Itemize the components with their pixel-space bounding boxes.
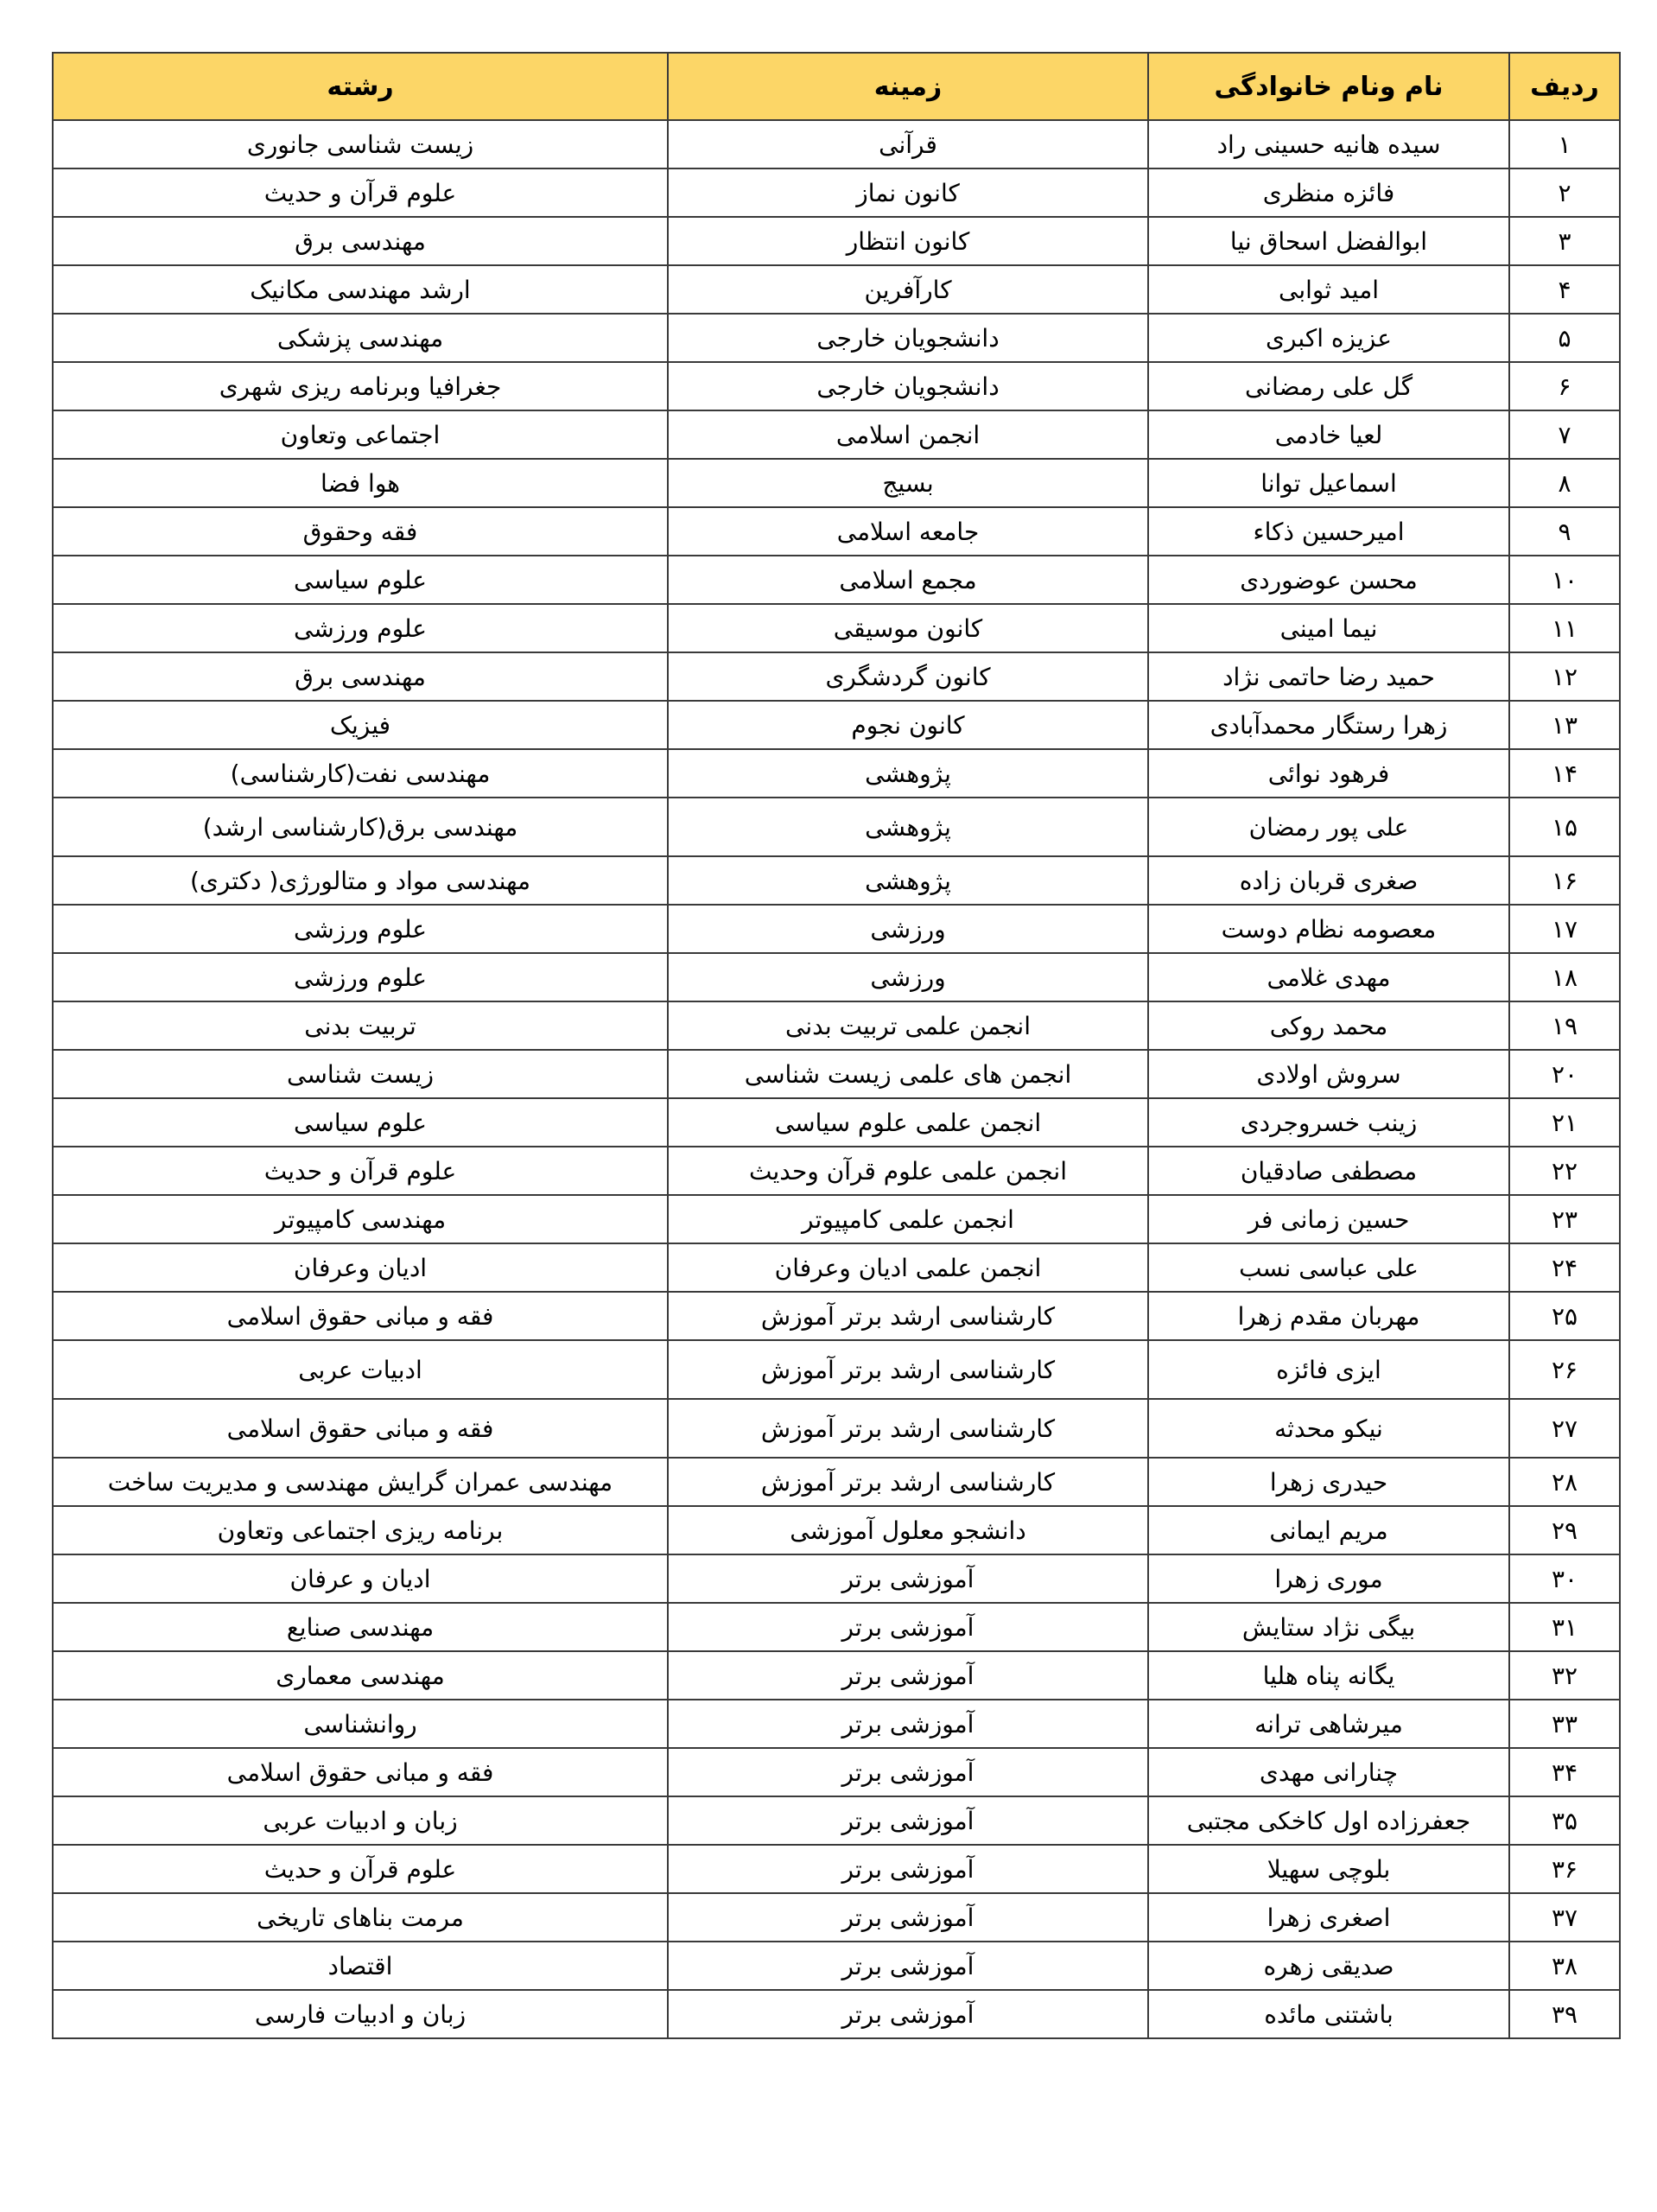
cell-major: مهندسی برق [53, 652, 668, 701]
cell-major: مهندسی معماری [53, 1651, 668, 1700]
table-row [53, 1942, 1620, 1990]
cell-major: علوم قرآن و حدیث [53, 168, 668, 217]
cell-name: مهدی غلامی [1148, 953, 1509, 1001]
cell-field: آموزشی برتر [668, 1893, 1148, 1942]
table-row [53, 1147, 1620, 1195]
cell-field: آموزشی برتر [668, 1651, 1148, 1700]
table-row [53, 1098, 1620, 1147]
cell-major: زبان و ادبیات فارسی [53, 1990, 668, 2038]
cell-index: ۱۶ [1509, 856, 1620, 905]
cell-index: ۲۵ [1509, 1292, 1620, 1340]
table-row [53, 749, 1620, 798]
cell-field: بسیج [668, 459, 1148, 507]
cell-name: زینب خسروجردی [1148, 1098, 1509, 1147]
cell-name: میرشاهی ترانه [1148, 1700, 1509, 1748]
cell-major: زبان و ادبیات عربی [53, 1796, 668, 1845]
cell-field: کارشناسی ارشد برتر آموزش [668, 1340, 1148, 1399]
cell-index: ۱۹ [1509, 1001, 1620, 1050]
table-row [53, 905, 1620, 953]
cell-name: ایزی فائزه [1148, 1340, 1509, 1399]
cell-field: کارآفرین [668, 265, 1148, 314]
cell-index: ۳۵ [1509, 1796, 1620, 1845]
cell-name: مصطفی صادقیان [1148, 1147, 1509, 1195]
cell-major: علوم سیاسی [53, 556, 668, 604]
cell-major: اجتماعی وتعاون [53, 410, 668, 459]
cell-index: ۲۸ [1509, 1458, 1620, 1506]
cell-index: ۳۰ [1509, 1554, 1620, 1603]
cell-name: لعیا خادمی [1148, 410, 1509, 459]
cell-field: دانشجویان خارجی [668, 362, 1148, 410]
cell-major: علوم سیاسی [53, 1098, 668, 1147]
cell-major: زیست شناسی جانوری [53, 120, 668, 168]
cell-index: ۳ [1509, 217, 1620, 265]
cell-major: ادیان وعرفان [53, 1243, 668, 1292]
cell-index: ۲۹ [1509, 1506, 1620, 1554]
cell-index: ۳۳ [1509, 1700, 1620, 1748]
cell-index: ۲۱ [1509, 1098, 1620, 1147]
cell-field: کانون موسیقی [668, 604, 1148, 652]
cell-major: روانشناسی [53, 1700, 668, 1748]
cell-field: پژوهشی [668, 856, 1148, 905]
cell-name: حیدری زهرا [1148, 1458, 1509, 1506]
cell-name: نیکو محدثه [1148, 1399, 1509, 1458]
cell-major: علوم قرآن و حدیث [53, 1845, 668, 1893]
cell-index: ۳۱ [1509, 1603, 1620, 1651]
cell-major: اقتصاد [53, 1942, 668, 1990]
cell-major: فقه و مبانی حقوق اسلامی [53, 1292, 668, 1340]
cell-index: ۱۵ [1509, 798, 1620, 856]
cell-index: ۸ [1509, 459, 1620, 507]
cell-field: کارشناسی ارشد برتر آموزش [668, 1458, 1148, 1506]
cell-major: فیزیک [53, 701, 668, 749]
cell-field: کانون نماز [668, 168, 1148, 217]
table-row [53, 1195, 1620, 1243]
cell-field: انجمن علمی علوم سیاسی [668, 1098, 1148, 1147]
cell-major: مهندسی پزشکی [53, 314, 668, 362]
cell-major: مهندسی کامپیوتر [53, 1195, 668, 1243]
table-row [53, 652, 1620, 701]
cell-field: ورزشی [668, 953, 1148, 1001]
cell-name: علی پور رمضان [1148, 798, 1509, 856]
cell-name: چنارانی مهدی [1148, 1748, 1509, 1796]
cell-major: مهندسی نفت(کارشناسی) [53, 749, 668, 798]
cell-field: دانشجو معلول آموزشی [668, 1506, 1148, 1554]
cell-field: کانون نجوم [668, 701, 1148, 749]
cell-index: ۹ [1509, 507, 1620, 556]
cell-field: آموزشی برتر [668, 1796, 1148, 1845]
cell-name: محسن عوضوردی [1148, 556, 1509, 604]
cell-name: اسماعیل توانا [1148, 459, 1509, 507]
table-row [53, 410, 1620, 459]
cell-name: امید ثوابی [1148, 265, 1509, 314]
cell-field: انجمن علمی تربیت بدنی [668, 1001, 1148, 1050]
table-row [53, 168, 1620, 217]
cell-field: پژوهشی [668, 749, 1148, 798]
cell-field: انجمن اسلامی [668, 410, 1148, 459]
table-body [53, 120, 1620, 2038]
cell-field: جامعه اسلامی [668, 507, 1148, 556]
cell-field: ورزشی [668, 905, 1148, 953]
cell-field: کانون گردشگری [668, 652, 1148, 701]
cell-index: ۱۸ [1509, 953, 1620, 1001]
cell-index: ۱۷ [1509, 905, 1620, 953]
cell-name: فرهود نوائی [1148, 749, 1509, 798]
table-header-row [53, 53, 1620, 120]
cell-name: گل علی رمضانی [1148, 362, 1509, 410]
cell-field: کانون انتظار [668, 217, 1148, 265]
cell-major: مهندسی مواد و متالورژی( دکتری) [53, 856, 668, 905]
table-row [53, 1554, 1620, 1603]
students-table [52, 52, 1621, 2039]
cell-index: ۲۲ [1509, 1147, 1620, 1195]
cell-index: ۱ [1509, 120, 1620, 168]
cell-name: عزیزه اکبری [1148, 314, 1509, 362]
table-row [53, 1292, 1620, 1340]
table-row [53, 1700, 1620, 1748]
cell-major: مهندسی عمران گرایش مهندسی و مدیریت ساخت [53, 1458, 668, 1506]
cell-index: ۲۴ [1509, 1243, 1620, 1292]
cell-field: کارشناسی ارشد برتر آموزش [668, 1399, 1148, 1458]
table-row [53, 1990, 1620, 2038]
cell-field: دانشجویان خارجی [668, 314, 1148, 362]
cell-major: زیست شناسی [53, 1050, 668, 1098]
cell-field: انجمن های علمی زیست شناسی [668, 1050, 1148, 1098]
cell-major: مرمت بناهای تاریخی [53, 1893, 668, 1942]
cell-major: علوم قرآن و حدیث [53, 1147, 668, 1195]
cell-major: مهندسی برق(کارشناسی ارشد) [53, 798, 668, 856]
cell-field: آموزشی برتر [668, 1990, 1148, 2038]
table-row [53, 1399, 1620, 1458]
cell-field: مجمع اسلامی [668, 556, 1148, 604]
cell-name: علی عباسی نسب [1148, 1243, 1509, 1292]
cell-index: ۳۹ [1509, 1990, 1620, 2038]
table-row [53, 1001, 1620, 1050]
cell-name: فائزه منظری [1148, 168, 1509, 217]
cell-major: برنامه ریزی اجتماعی وتعاون [53, 1506, 668, 1554]
cell-name: سروش اولادی [1148, 1050, 1509, 1098]
cell-name: باشتنی مائده [1148, 1990, 1509, 2038]
table-row [53, 798, 1620, 856]
cell-index: ۱۰ [1509, 556, 1620, 604]
cell-major: مهندسی صنایع [53, 1603, 668, 1651]
table-row [53, 604, 1620, 652]
cell-name: حمید رضا حاتمی نژاد [1148, 652, 1509, 701]
table-row [53, 556, 1620, 604]
cell-major: ادیان و عرفان [53, 1554, 668, 1603]
table-row [53, 1340, 1620, 1399]
cell-field: کارشناسی ارشد برتر آموزش [668, 1292, 1148, 1340]
cell-name: نیما امینی [1148, 604, 1509, 652]
cell-index: ۴ [1509, 265, 1620, 314]
cell-index: ۱۴ [1509, 749, 1620, 798]
table-row [53, 120, 1620, 168]
cell-index: ۲۷ [1509, 1399, 1620, 1458]
cell-major: ادبیات عربی [53, 1340, 668, 1399]
cell-major: تربیت بدنی [53, 1001, 668, 1050]
table-row [53, 1845, 1620, 1893]
table-row [53, 265, 1620, 314]
cell-index: ۱۳ [1509, 701, 1620, 749]
table-row [53, 1651, 1620, 1700]
cell-major: فقه و مبانی حقوق اسلامی [53, 1748, 668, 1796]
cell-name: سیده هانیه حسینی راد [1148, 120, 1509, 168]
cell-index: ۲ [1509, 168, 1620, 217]
table-row [53, 1458, 1620, 1506]
cell-major: فقه و مبانی حقوق اسلامی [53, 1399, 668, 1458]
table-row [53, 217, 1620, 265]
cell-major: مهندسی برق [53, 217, 668, 265]
table-row [53, 314, 1620, 362]
cell-index: ۱۱ [1509, 604, 1620, 652]
cell-name: صغری قربان زاده [1148, 856, 1509, 905]
cell-field: آموزشی برتر [668, 1603, 1148, 1651]
cell-major: فقه وحقوق [53, 507, 668, 556]
cell-name: صدیقی زهره [1148, 1942, 1509, 1990]
cell-name: جعفرزاده اول کاخکی مجتبی [1148, 1796, 1509, 1845]
cell-major: علوم ورزشی [53, 953, 668, 1001]
cell-index: ۵ [1509, 314, 1620, 362]
cell-index: ۳۸ [1509, 1942, 1620, 1990]
cell-field: آموزشی برتر [668, 1942, 1148, 1990]
header-name: نام ونام خانوادگی [1148, 53, 1509, 120]
cell-name: مریم ایمانی [1148, 1506, 1509, 1554]
cell-index: ۷ [1509, 410, 1620, 459]
cell-name: اصغری زهرا [1148, 1893, 1509, 1942]
cell-name: امیرحسین ذکاء [1148, 507, 1509, 556]
cell-major: هوا فضا [53, 459, 668, 507]
cell-major: علوم ورزشی [53, 905, 668, 953]
cell-name: مهربان مقدم زهرا [1148, 1292, 1509, 1340]
table-row [53, 507, 1620, 556]
cell-field: آموزشی برتر [668, 1700, 1148, 1748]
table-row [53, 701, 1620, 749]
header-major: رشته [53, 53, 668, 120]
cell-name: بلوچی سهیلا [1148, 1845, 1509, 1893]
cell-index: ۳۲ [1509, 1651, 1620, 1700]
cell-index: ۲۳ [1509, 1195, 1620, 1243]
table-row [53, 1243, 1620, 1292]
header-index: ردیف [1509, 53, 1620, 120]
cell-index: ۱۲ [1509, 652, 1620, 701]
cell-field: آموزشی برتر [668, 1748, 1148, 1796]
cell-name: بیگی نژاد ستایش [1148, 1603, 1509, 1651]
table-row [53, 1893, 1620, 1942]
cell-index: ۶ [1509, 362, 1620, 410]
table-row [53, 1050, 1620, 1098]
cell-name: یگانه پناه هلیا [1148, 1651, 1509, 1700]
table-row [53, 362, 1620, 410]
cell-index: ۳۶ [1509, 1845, 1620, 1893]
cell-name: ابوالفضل اسحاق نیا [1148, 217, 1509, 265]
table-row [53, 1748, 1620, 1796]
cell-field: پژوهشی [668, 798, 1148, 856]
table-row [53, 459, 1620, 507]
cell-index: ۲۶ [1509, 1340, 1620, 1399]
cell-index: ۳۷ [1509, 1893, 1620, 1942]
cell-name: موری زهرا [1148, 1554, 1509, 1603]
cell-field: قرآنی [668, 120, 1148, 168]
cell-field: آموزشی برتر [668, 1845, 1148, 1893]
cell-name: معصومه نظام دوست [1148, 905, 1509, 953]
cell-index: ۲۰ [1509, 1050, 1620, 1098]
cell-major: علوم ورزشی [53, 604, 668, 652]
cell-field: آموزشی برتر [668, 1554, 1148, 1603]
header-field: زمینه [668, 53, 1148, 120]
cell-field: انجمن علمی ادیان وعرفان [668, 1243, 1148, 1292]
cell-index: ۳۴ [1509, 1748, 1620, 1796]
table-row [53, 953, 1620, 1001]
table-row [53, 1506, 1620, 1554]
cell-name: حسین زمانی فر [1148, 1195, 1509, 1243]
cell-name: زهرا رستگار محمدآبادی [1148, 701, 1509, 749]
cell-major: جغرافیا وبرنامه ریزی شهری [53, 362, 668, 410]
cell-field: انجمن علمی علوم قرآن وحدیث [668, 1147, 1148, 1195]
table-row [53, 1796, 1620, 1845]
table-row [53, 1603, 1620, 1651]
table-row [53, 856, 1620, 905]
cell-major: ارشد مهندسی مکانیک [53, 265, 668, 314]
cell-field: انجمن علمی کامپیوتر [668, 1195, 1148, 1243]
cell-name: محمد روکی [1148, 1001, 1509, 1050]
